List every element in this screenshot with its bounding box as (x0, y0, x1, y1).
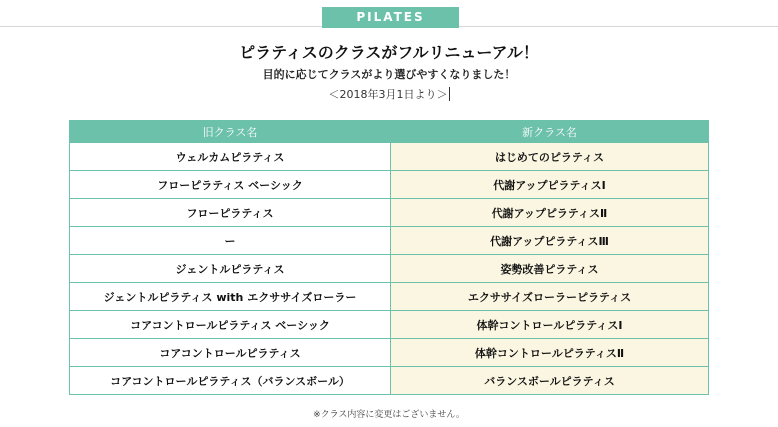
old-class-name: ー (70, 227, 391, 255)
table-row (70, 339, 709, 367)
new-class-name: バランスボールピラティス (391, 367, 709, 395)
new-class-name: 代謝アップピラティスⅡ (391, 199, 709, 227)
new-class-name: 代謝アップピラティスⅢ (391, 227, 709, 255)
old-class-name: フローピラティス (70, 199, 391, 227)
old-class-name: コアコントロールピラティス ベーシック (70, 311, 391, 339)
old-class-name: コアコントロールピラティス (70, 339, 391, 367)
effective-date (0, 87, 778, 103)
table-row (70, 367, 709, 395)
effective-date-text: ＜2018年3月1日より＞ (328, 88, 448, 101)
page-title: ピラティスのクラスがフルリニューアル！ (239, 43, 539, 62)
old-class-name: フローピラティス ベーシック (70, 171, 391, 199)
new-class-name: 体幹コントロールピラティスⅠ (391, 311, 709, 339)
table-row (70, 199, 709, 227)
section-tab-pilates: PILATES (322, 7, 459, 28)
old-class-name: ウェルカムピラティス (70, 143, 391, 171)
page-subtitle: 目的に応じてクラスがより選びやすくなりました！ (262, 68, 516, 81)
new-class-name: 姿勢改善ピラティス (391, 255, 709, 283)
class-rename-table (69, 120, 709, 395)
table-row (70, 311, 709, 339)
table-row (70, 143, 709, 171)
text-cursor (449, 87, 450, 101)
table-row (70, 227, 709, 255)
table-header-row (70, 121, 709, 143)
new-class-name: 代謝アップピラティスⅠ (391, 171, 709, 199)
old-class-name: ジェントルピラティス with エクササイズローラー (70, 283, 391, 311)
old-class-name: コアコントロールピラティス（バランスボール） (70, 367, 391, 395)
new-class-name: エクササイズローラーピラティス (391, 283, 709, 311)
table-row (70, 283, 709, 311)
table-row (70, 171, 709, 199)
new-class-name: 体幹コントロールピラティスⅡ (391, 339, 709, 367)
new-class-name: はじめてのピラティス (391, 143, 709, 171)
old-class-name: ジェントルピラティス (70, 255, 391, 283)
old-class-header: 旧クラス名 (70, 121, 391, 143)
table-row (70, 255, 709, 283)
footnote: ※クラス内容に変更はございません。 (313, 410, 465, 420)
new-class-header: 新クラス名 (391, 121, 709, 143)
